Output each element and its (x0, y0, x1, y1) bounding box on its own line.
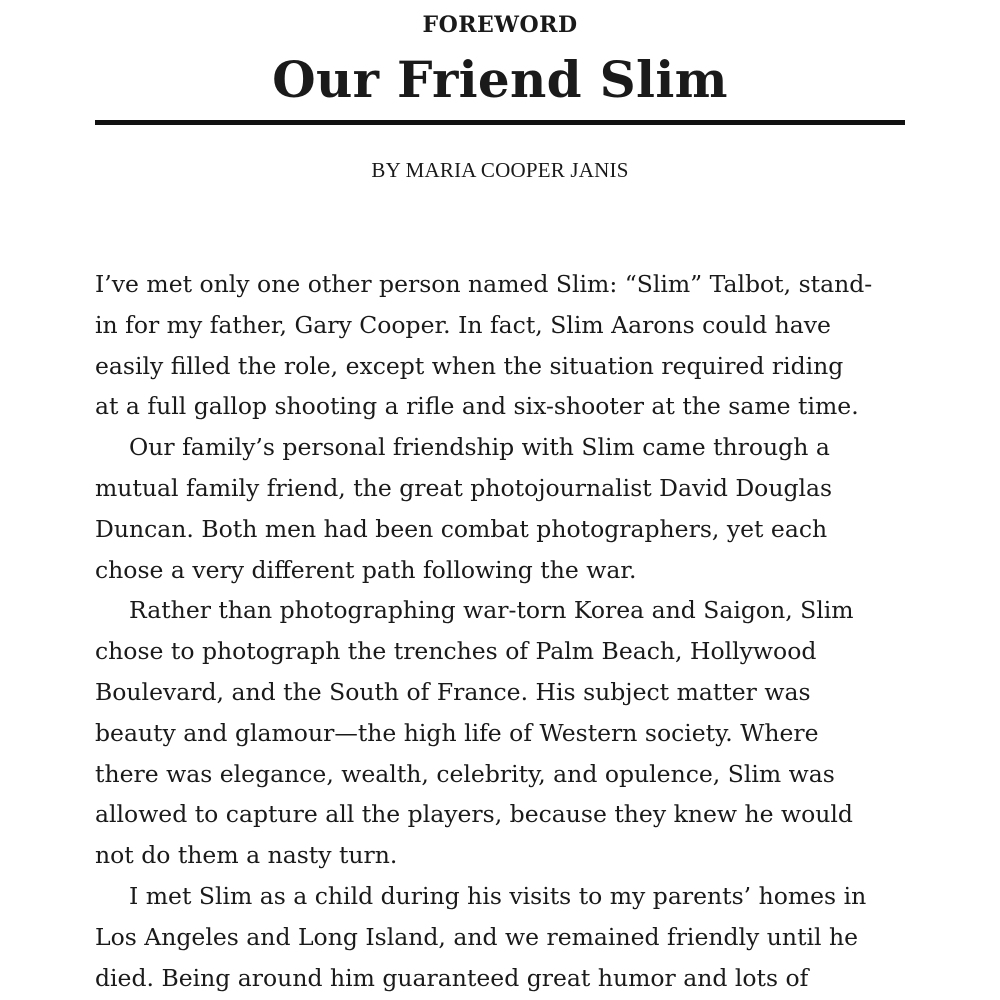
text-line: beauty and glamour—the high life of Western society. Where (95, 718, 819, 747)
text-line: there was elegance, wealth, celebrity, and opulence, Slim was (95, 759, 835, 788)
text-line: allowed to capture all the players, because they knew he would (95, 800, 853, 829)
text-line: chose a very different path following the war. (95, 555, 637, 584)
text-line: Duncan. Both men had been combat photographers, yet each (95, 514, 828, 543)
text-line: chose to photograph the trenches of Palm Beach, Hollywood (95, 637, 817, 666)
text-line: Boulevard, and the South of France. His subject matter was (95, 677, 811, 706)
body-text (95, 264, 907, 998)
text-line: died. Being around him guaranteed great humor and lots of (95, 963, 809, 992)
page-title: Our Friend Slim (272, 50, 728, 109)
text-line: I’ve met only one other person named Slim: “Slim” Talbot, stand- (95, 270, 873, 298)
author-byline: BY MARIA COOPER JANIS (371, 158, 629, 182)
text-line: I met Slim as a child during his visits to my parents’ homes in (129, 881, 867, 910)
text-line: Rather than photographing war-torn Korea and Saigon, Slim (129, 596, 854, 625)
text-line: Los Angeles and Long Island, and we remained friendly until he (95, 922, 859, 951)
text-line: mutual family friend, the great photojournalist David Douglas (95, 473, 833, 502)
text-line: not do them a nasty turn. (95, 841, 398, 870)
text-line: in for my father, Gary Cooper. In fact, Slim Aarons could have (95, 310, 831, 339)
title-rule-divider (95, 120, 905, 125)
text-line: at a full gallop shooting a rifle and six-shooter at the same time. (95, 392, 859, 421)
text-line: Our family’s personal friendship with Slim came through a (129, 433, 830, 462)
text-line: easily filled the role, except when the situation required riding (95, 351, 844, 380)
section-kicker: FOREWORD (422, 12, 578, 38)
